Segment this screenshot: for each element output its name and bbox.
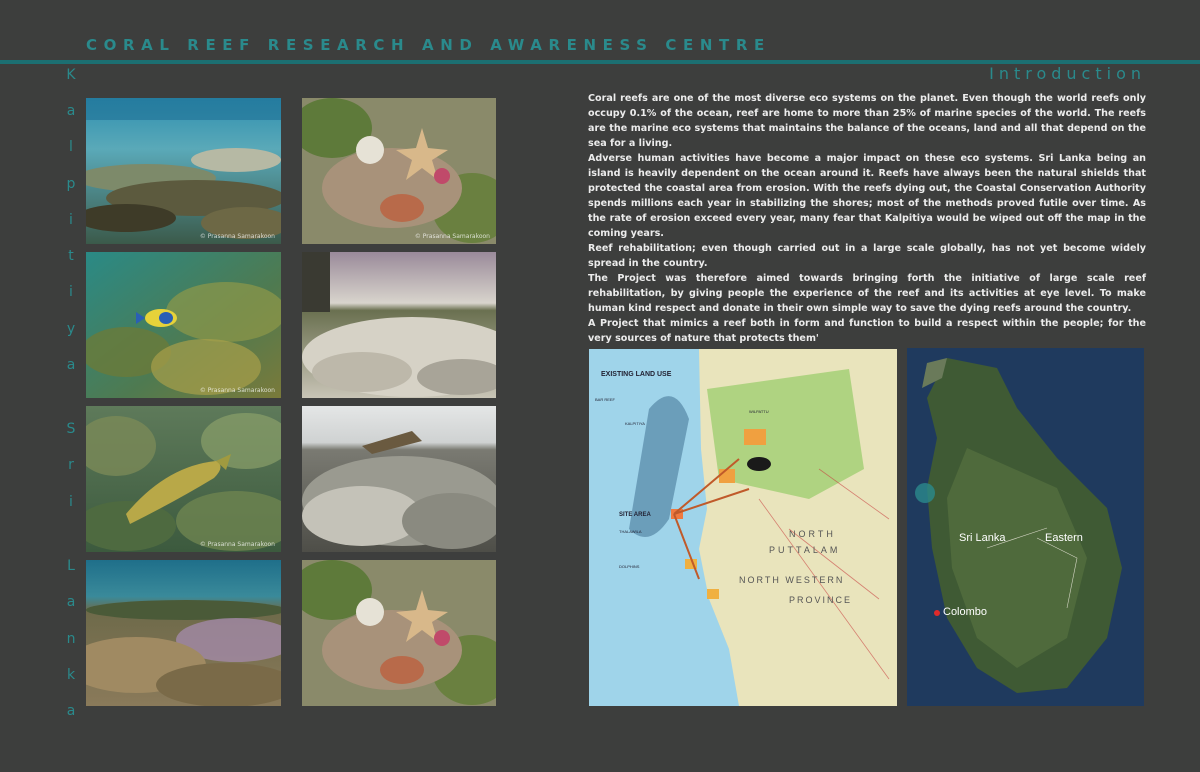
vertical-title-letter: K	[66, 67, 76, 83]
vertical-title-letter: p	[66, 175, 76, 192]
photo-credit: © Prasanna Samarakoon	[199, 541, 275, 548]
vertical-title-letter: a	[66, 702, 76, 719]
map-region-label: Eastern	[1045, 532, 1083, 544]
page-title: CORAL REEF RESEARCH AND AWARENESS CENTRE	[86, 36, 771, 54]
map-note: THALAWILA	[619, 529, 642, 534]
map-region-label: NORTH WESTERN	[739, 575, 845, 585]
vertical-title-letter: y	[66, 320, 76, 337]
beach-photo-starfish	[302, 98, 496, 244]
intro-paragraph: Adverse human activities have become a major impact on these eco systems. Sri Lanka being an island is heavily dependent on the ocean around it. Reefs have always been the natural shields that protected the coastal area from erosion. With the reefs dying out, the Coastal Conservation Authority spends millions each year in stabilizing the shores; most of the methods proved futile over time. As the rate of erosion exceed every year, many fear that Kalpitiya would be wiped out off the map in the coming years.	[588, 153, 1146, 239]
map-region-label: PUTTALAM	[769, 545, 841, 555]
beach-photo-coral-rubble-shore	[302, 252, 496, 398]
vertical-title-letter: i	[69, 493, 73, 510]
map-note: DOLPHINS	[619, 564, 640, 569]
photo-credit: © Prasanna Samarakoon	[199, 233, 275, 240]
vertical-title-letter: i	[69, 211, 73, 228]
map-note: WILPATTU	[749, 409, 769, 414]
reef-photo-staghorn	[86, 560, 281, 706]
vertical-title-letter: S	[66, 421, 76, 438]
map-region-label: PROVINCE	[789, 595, 853, 605]
vertical-title-letter: n	[66, 630, 76, 647]
reef-photo-yellow-fish	[86, 252, 281, 398]
map-note: BAR REEF	[595, 397, 616, 402]
map-title: EXISTING LAND USE	[601, 371, 672, 378]
vertical-title-letter: a	[66, 356, 76, 373]
vertical-title-letter: t	[68, 248, 74, 265]
intro-paragraph: The Project was therefore aimed towards bringing forth the initiative of large scale reef rehabilitation, by giving people the experience of the reef and its activities at eye level. To make human kind respect and donate in their own simple way to save the dying reefs around the country.	[588, 273, 1146, 314]
intro-paragraph: A Project that mimics a reef both in form and function to build a respect within the people; for the very sources of nature that protects them'	[588, 318, 1146, 344]
vertical-location-title	[64, 68, 78, 718]
intro-paragraph: Coral reefs are one of the most diverse eco systems on the planet. Even though the world reefs only occupy 0.1% of the ocean, reef are home to more than 25% of marine species of the world. The reefs are the marine eco systems that maintains the balance of the oceans, land and all that depend on the sea for a living.	[588, 93, 1146, 149]
intro-paragraph: Reef rehabilitation; even though carried out in a large scale globally, has not yet become widely spread in the country.	[588, 243, 1146, 269]
vertical-title-letter: L	[67, 558, 75, 575]
reef-photo-parrotfish	[86, 406, 281, 552]
map-region-label: NORTH	[789, 529, 836, 539]
vertical-title-letter: a	[66, 594, 76, 611]
map-site-label: SITE AREA	[619, 512, 651, 518]
sri-lanka-satellite-map	[907, 348, 1144, 706]
vertical-title-letter: r	[68, 457, 74, 474]
existing-land-use-map	[589, 349, 897, 706]
map-country-label: Sri Lanka	[959, 532, 1006, 544]
vertical-title-letter: a	[66, 103, 76, 120]
map-note: KALPITIYA	[625, 421, 645, 426]
section-heading: Introduction	[989, 64, 1146, 83]
vertical-title-letter: k	[66, 666, 76, 683]
map-city-label: Colombo	[943, 606, 988, 618]
photo-credit: © Prasanna Samarakoon	[199, 387, 275, 394]
vertical-title-letter: l	[69, 139, 73, 156]
vertical-title-letter: i	[69, 284, 73, 301]
beach-photo-starfish-repeat	[302, 560, 496, 706]
reef-photo-table-coral	[86, 98, 281, 244]
introduction-text	[588, 91, 1146, 346]
photo-credit: © Prasanna Samarakoon	[414, 233, 490, 240]
beach-photo-dead-coral-pile	[302, 406, 496, 552]
